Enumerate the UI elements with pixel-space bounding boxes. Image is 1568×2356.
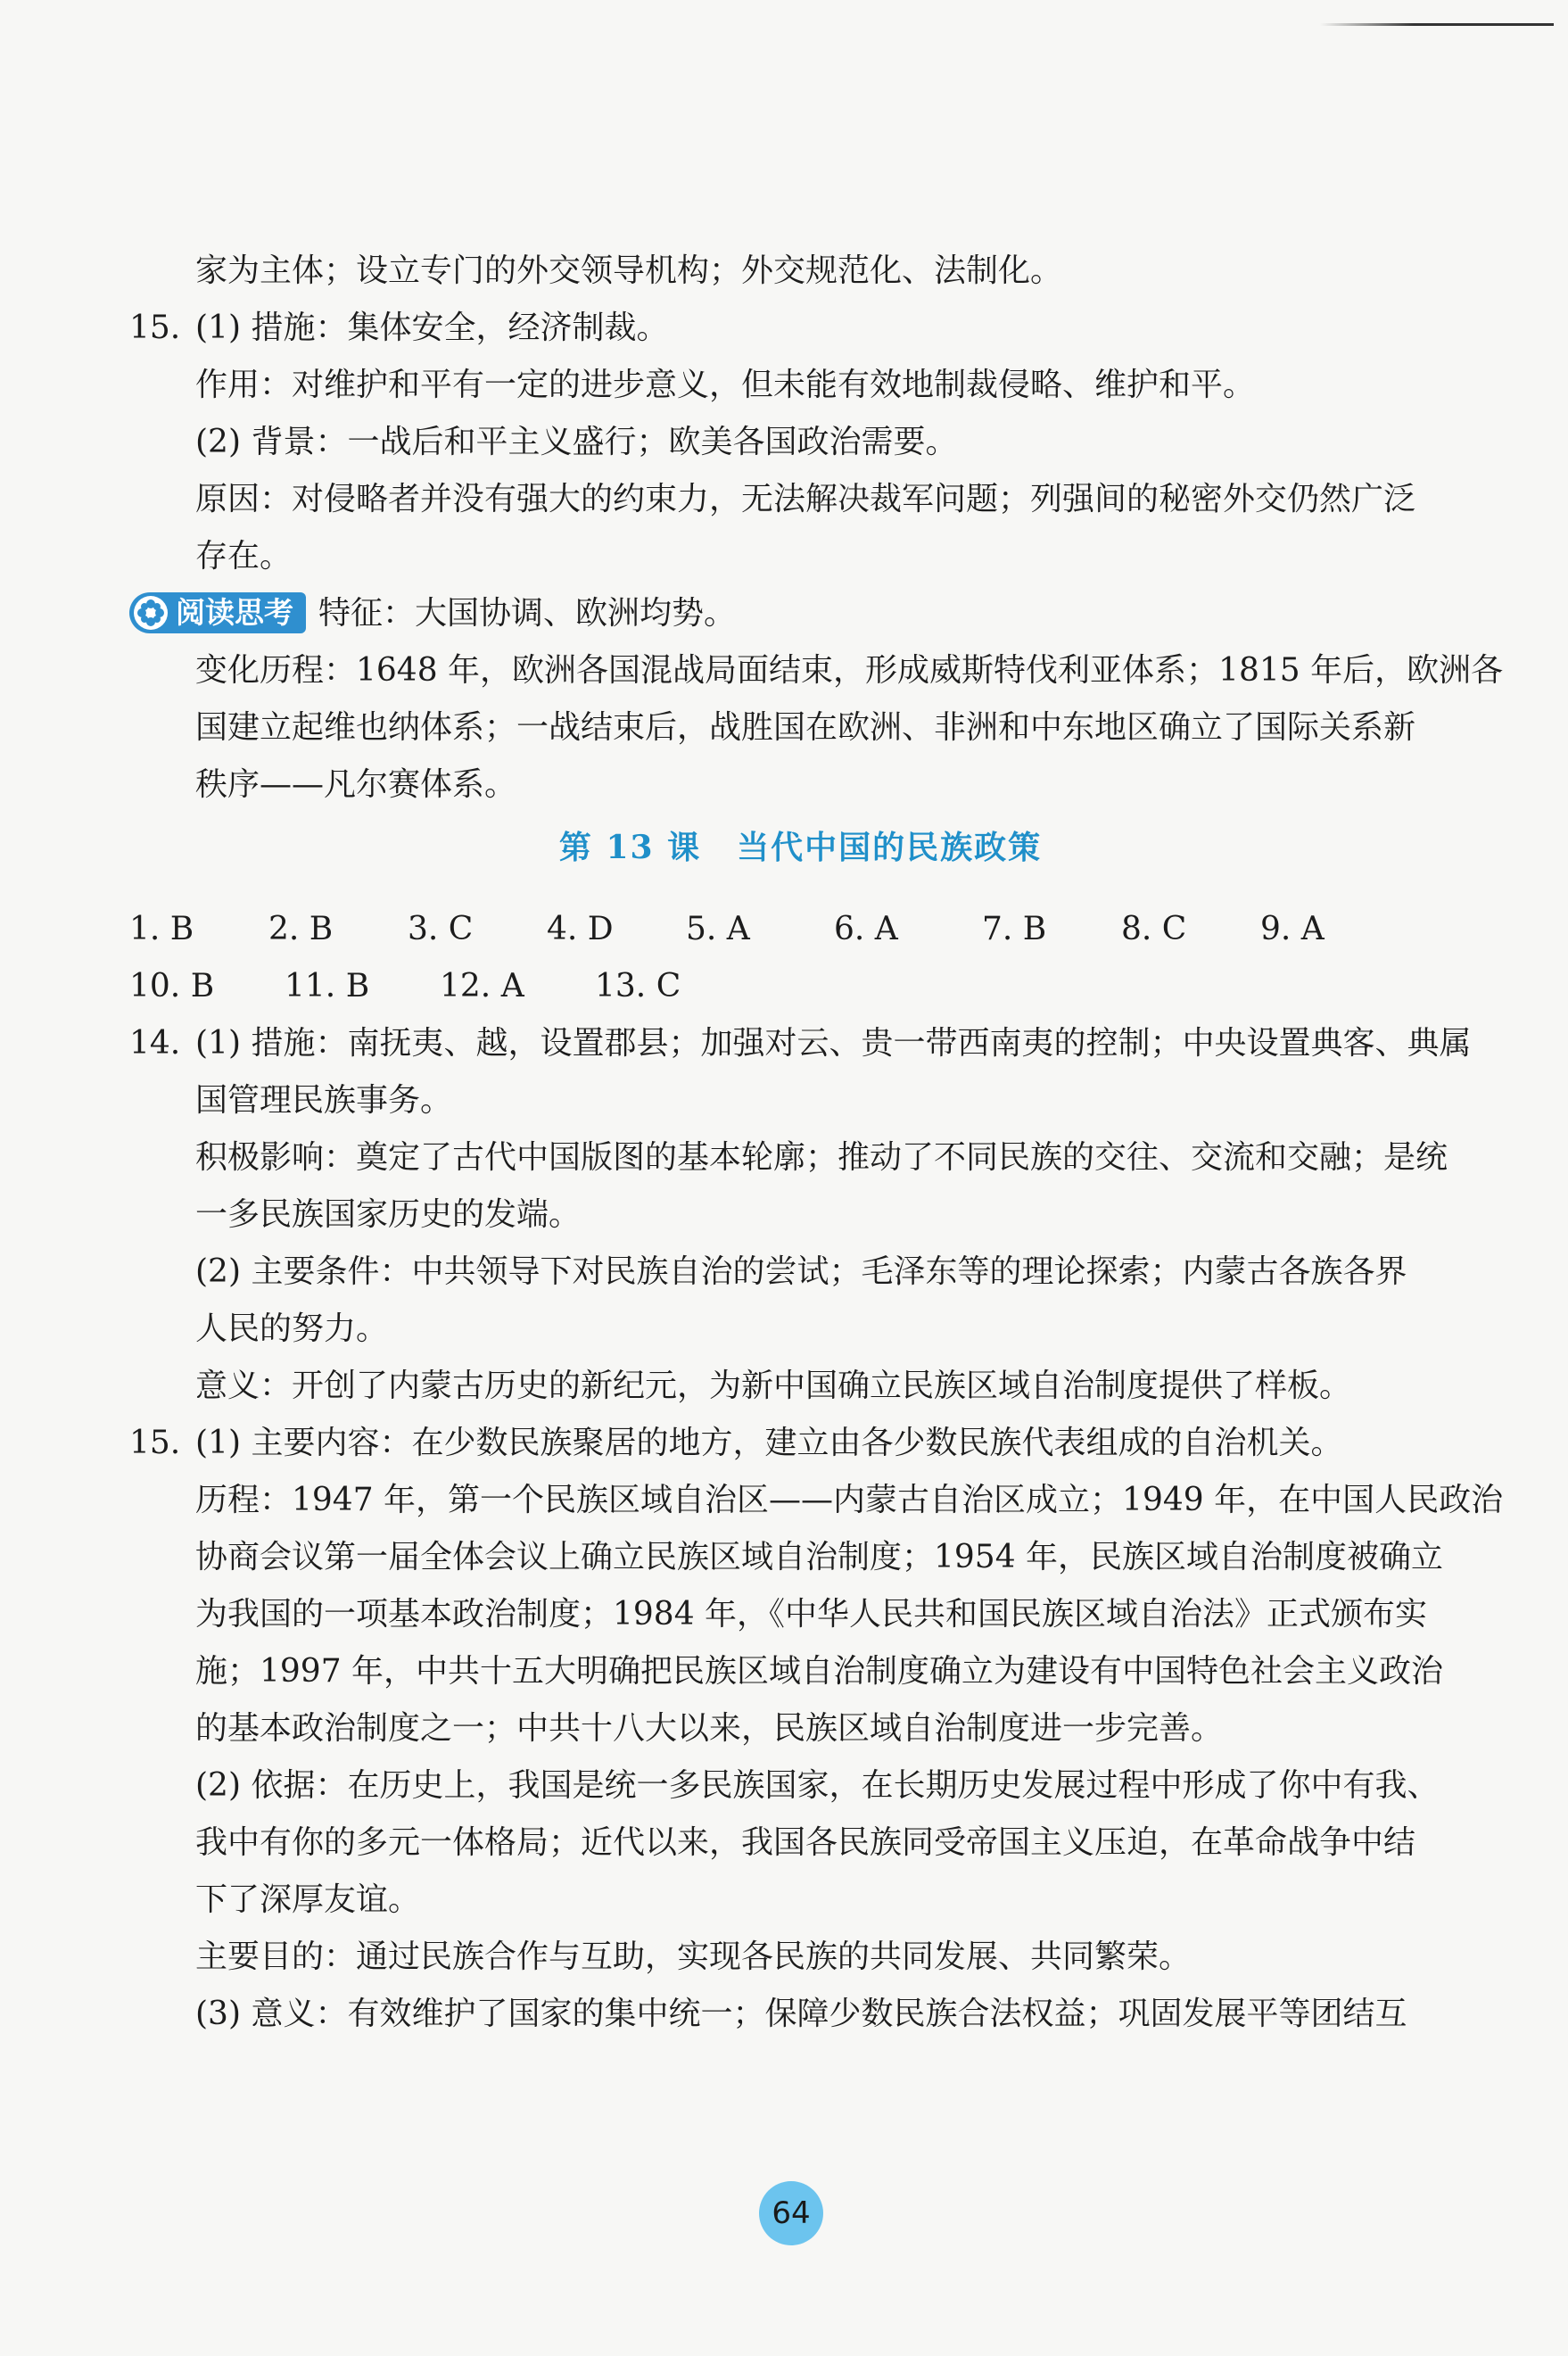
answer-item: 2. B (268, 911, 334, 947)
text-line: 下了深厚友谊。 (195, 1881, 421, 1918)
text-line: 一多民族国家历史的发端。 (195, 1196, 582, 1233)
text-line: 特征：大国协调、欧洲均势。 (318, 595, 737, 632)
answer-item: 7. B (982, 911, 1047, 947)
answer-item: 11. B (285, 968, 370, 1004)
question-14 (129, 1015, 1472, 1415)
question-number: 14. (129, 1025, 181, 1062)
page-number: 64 (759, 2181, 823, 2245)
lesson-number: 第 13 课 (558, 829, 702, 866)
page-content (129, 243, 1504, 2043)
lesson-heading (129, 819, 1472, 876)
answer-item: 13. C (595, 968, 681, 1004)
text-line: (2) 依据：在历史上，我国是统一多民族国家，在长期历史发展过程中形成了你中有我、 (195, 1767, 1440, 1804)
text-line: 的基本政治制度之一；中共十八大以来，民族区域自治制度进一步完善。 (195, 1710, 1224, 1747)
text-line: 主要目的：通过民族合作与互助，实现各民族的共同发展、共同繁荣。 (195, 1939, 1192, 1975)
text-line: 我中有你的多元一体格局；近代以来，我国各民族同受帝国主义压迫，在革命战争中结 (195, 1824, 1416, 1861)
question-number: 15. (129, 310, 181, 346)
text-line: 协商会议第一届全体会议上确立民族区域自治制度；1954 年，民族区域自治制度被确立 (195, 1539, 1444, 1575)
text-line: 存在。 (195, 538, 293, 575)
answer-item: 9. A (1260, 911, 1325, 947)
text-line: 历程：1947 年，第一个民族区域自治区——内蒙古自治区成立；1949 年，在中国人民政治 (195, 1482, 1504, 1518)
answer-row-2 (129, 958, 1472, 1015)
answer-row-1 (129, 901, 1472, 958)
reading-section (129, 585, 1504, 814)
text-line: (1) 措施：集体安全，经济制裁。 (195, 310, 669, 346)
text-line: (2) 主要条件：中共领导下对民族自治的尝试；毛泽东等的理论探索；内蒙古各族各界 (195, 1253, 1407, 1290)
reading-badge (129, 592, 306, 633)
answer-item: 5. A (686, 911, 750, 947)
text-line: (1) 措施：南抚夷、越，设置郡县；加强对云、贵一带西南夷的控制；中央设置典客、典属 (195, 1025, 1472, 1062)
text-line: (1) 主要内容：在少数民族聚居的地方，建立由各少数民族代表组成的自治机关。 (195, 1425, 1343, 1461)
answer-item: 6. A (834, 911, 898, 947)
question-15-prev (129, 300, 1472, 585)
answer-item: 3. C (408, 911, 474, 947)
text-line: 施；1997 年，中共十五大明确把民族区域自治制度确立为建设有中国特色社会主义政治 (195, 1653, 1444, 1690)
text-line: 为我国的一项基本政治制度；1984 年，《中华人民共和国民族区域自治法》正式颁布实 (195, 1596, 1428, 1633)
answer-item: 8. C (1121, 911, 1187, 947)
top-rule (1320, 23, 1554, 26)
text-line: 变化历程：1648 年，欧洲各国混战局面结束，形成威斯特伐利亚体系；1815 年后，欧洲各 (195, 652, 1504, 689)
answer-item: 4. D (547, 911, 614, 947)
lesson-title: 当代中国的民族政策 (737, 829, 1043, 866)
text-line: 国建立起维也纳体系；一战结束后，战胜国在欧洲、非洲和中东地区确立了国际关系新 (195, 709, 1416, 746)
answer-item: 10. B (129, 968, 215, 1004)
flower-icon (133, 595, 169, 631)
text-line: 作用：对维护和平有一定的进步意义，但未能有效地制裁侵略、维护和平。 (195, 367, 1256, 403)
text-line: 积极影响：奠定了古代中国版图的基本轮廓；推动了不同民族的交往、交流和交融；是统 (195, 1139, 1448, 1176)
answer-item: 1. B (129, 911, 194, 947)
text-line: 原因：对侵略者并没有强大的约束力，无法解决裁军问题；列强间的秘密外交仍然广泛 (195, 481, 1416, 517)
text-line: 家为主体；设立专门的外交领导机构；外交规范化、法制化。 (195, 252, 1063, 289)
text-line: 国管理民族事务。 (195, 1082, 453, 1119)
text-line: 秩序——凡尔赛体系。 (195, 766, 517, 803)
text-line: (2) 背景：一战后和平主义盛行；欧美各国政治需要。 (195, 424, 958, 460)
answer-item: 12. A (440, 968, 524, 1004)
question-number: 15. (129, 1425, 181, 1461)
text-line: 人民的努力。 (195, 1310, 389, 1347)
reading-badge-label: 阅读思考 (176, 595, 293, 630)
text-line: (3) 意义：有效维护了国家的集中统一；保障少数民族合法权益；巩固发展平等团结互 (195, 1996, 1407, 2032)
text-line: 意义：开创了内蒙古历史的新纪元，为新中国确立民族区域自治制度提供了样板。 (195, 1368, 1352, 1404)
question-15 (129, 1415, 1504, 2043)
